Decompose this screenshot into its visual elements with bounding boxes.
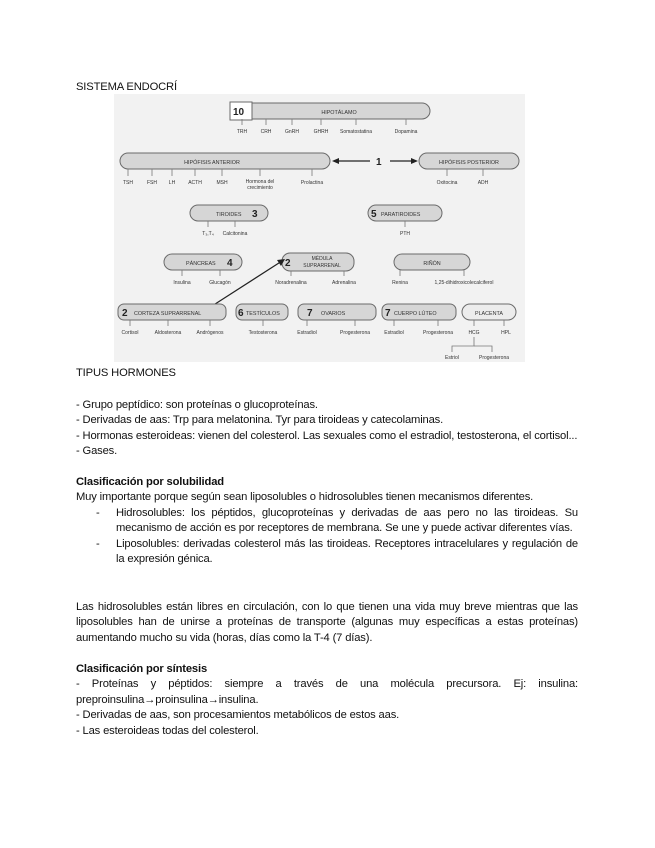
cuerpo-luteo-label: CUERPO LÚTEO — [394, 311, 437, 317]
hipotalamo-item: Dopamina — [394, 129, 418, 135]
medula-num: 2 — [285, 258, 291, 269]
hipotalamo-item: TRH — [236, 129, 248, 135]
ovarios-label: OVARIOS — [321, 311, 346, 317]
sintesis-line: - Las esteroideas todas del colesterol. — [76, 724, 259, 737]
pancreas-num: 4 — [227, 258, 233, 269]
hipofisis-anterior-item: Prolactina — [300, 180, 324, 186]
corteza-num: 2 — [122, 308, 128, 319]
medula-label2: SUPRARRENAL — [303, 263, 341, 269]
hipotalamo-item: GHRH — [313, 129, 329, 135]
placenta-item: HPL — [501, 330, 511, 336]
endocrine-diagram-svg — [114, 94, 525, 362]
pancreas-item: Glucagón — [209, 280, 231, 286]
ovarios-item: Estradiol — [297, 330, 317, 336]
paratiroides-item: PTH — [400, 231, 410, 237]
tipus-line: - Hormonas esteroideas: vienen del colesterol. Las sexuales como el estradiol, testosterona, el cortisol... — [76, 429, 578, 442]
testiculos-item: Testosterona — [248, 330, 278, 336]
solubilidad-heading: Clasificación por solubilidad — [76, 476, 224, 488]
medula-box — [275, 253, 356, 286]
tiroides-label: TIROIDES — [216, 212, 242, 218]
testiculos-num: 6 — [238, 308, 244, 319]
tiroides-box — [190, 205, 268, 237]
hipofisis-link — [332, 157, 418, 168]
pancreas-item: Insulina — [173, 280, 191, 286]
solubilidad-list — [76, 506, 578, 568]
tipus-list — [76, 398, 578, 460]
rinon-box — [392, 254, 493, 286]
hipofisis-anterior-item: FSH — [147, 180, 157, 186]
hipotalamo-label: HIPOTÁLAMO — [321, 110, 357, 116]
ovarios-box — [297, 304, 376, 336]
solubilidad-paragraph: Las hidrosolubles están libres en circulación, con lo que tienen una vida muy breve mientras que las liposolubles han de unirse a proteínas de transporte (algunas muy específicas a estas proteínas) aumentando mucho su vida (horas, días como la T-4 (7 días). — [76, 601, 578, 644]
tiroides-item: T₃,T₄ — [202, 231, 214, 237]
tipus-line: - Derivadas de aas: Trp para melatonina. Tyr para tiroideas y catecolaminas. — [76, 414, 444, 427]
paratiroides-label: PARATIROIDES — [381, 212, 421, 218]
solubilidad-intro: Muy importante porque según sean liposolubles o hidrosolubles tienen mecanismos diferentes. — [76, 491, 534, 504]
hipofisis-anterior-label: HIPÓFISIS ANTERIOR — [184, 160, 240, 166]
corteza-item: Andrógenos — [196, 330, 224, 336]
medula-item: Noradrenalina — [275, 280, 307, 286]
hipotalamo-item: Somatostatina — [340, 129, 372, 135]
cuerpo-luteo-item: Progesterona — [422, 330, 454, 336]
sintesis-section — [76, 662, 578, 739]
placenta-item: HCG — [468, 330, 480, 336]
pancreas-box — [164, 254, 242, 286]
tiroides-item: Calcitonina — [222, 231, 248, 237]
ovarios-num: 7 — [307, 308, 313, 319]
list-dash: - — [96, 537, 100, 550]
hipofisis-posterior-label: HIPÓFISIS POSTERIOR — [439, 160, 499, 166]
hipofisis-anterior-item: TSH — [123, 180, 133, 186]
sintesis-heading: Clasificación por síntesis — [76, 663, 208, 675]
list-item-text: Liposolubles: derivadas colesterol más las tiroideas. Receptores intracelulares y regulación de la expresión génica. — [116, 537, 578, 566]
endocrine-diagram — [114, 94, 525, 362]
list-dash: - — [96, 506, 100, 519]
hipofisis-anterior-item: MSH — [216, 180, 228, 186]
pancreas-label: PÁNCREAS — [186, 261, 216, 267]
sintesis-line: - Proteínas y péptidos: siempre a través de una molécula precursora. Ej: insulina: preproinsulina→proinsulina→insulina. — [76, 678, 578, 706]
placenta-label: PLACENTA — [474, 311, 504, 317]
solubilidad-section — [76, 475, 578, 567]
medula-label1: MÉDULA — [311, 256, 333, 262]
cuerpo-luteo-item: Estradiol — [384, 330, 404, 336]
placenta-item: Progesterona — [478, 355, 510, 361]
list-item-text: Hidrosolubles: los péptidos, glucoproteínas y derivadas de aas pero no las tiroideas. Su mecanismo de acción es por receptores de membrana. Se une y puede activar diferentes vías. — [116, 506, 578, 535]
hipofisis-anterior-box — [120, 153, 330, 191]
page-title: SISTEMA ENDOCRÍ — [76, 81, 177, 93]
testiculos-box — [236, 304, 288, 336]
ovarios-item: Progesterona — [339, 330, 371, 336]
hipotalamo-item: GnRH — [285, 129, 299, 135]
list-item — [76, 506, 578, 537]
hipofisis-posterior-item: Oxitocina — [436, 180, 458, 186]
placenta-item: Estriol — [445, 355, 459, 361]
corteza-box — [118, 304, 226, 336]
paratiroides-num: 5 — [371, 209, 377, 220]
cuerpo-luteo-box — [382, 304, 456, 336]
hipofisis-posterior-box — [419, 153, 519, 186]
testiculos-label: TESTÍCULOS — [246, 311, 280, 317]
hipofisis-anterior-item: crecimiento — [247, 185, 273, 191]
corteza-label: CORTEZA SUPRARRENAL — [134, 311, 202, 317]
medula-item: Adrenalina — [332, 280, 356, 286]
rinon-item: 1,25-dihidroxicolecalciferol — [434, 280, 494, 286]
hipotalamo-box — [230, 102, 430, 135]
link-num: 1 — [376, 157, 382, 168]
hipofisis-anterior-item: ACTH — [188, 180, 202, 186]
hipotalamo-item: CRH — [260, 129, 272, 135]
corteza-item: Cortisol — [121, 330, 139, 336]
tipus-line: - Gases. — [76, 445, 118, 458]
rinon-label: RIÑÓN — [423, 261, 441, 267]
paratiroides-box — [368, 205, 442, 237]
rinon-item: Renina — [392, 280, 408, 286]
cuerpo-luteo-num: 7 — [385, 308, 391, 319]
hipofisis-anterior-item: LH — [168, 180, 176, 186]
tipus-heading: TIPUS HORMONES — [76, 367, 176, 379]
hipotalamo-num: 10 — [233, 107, 245, 118]
sintesis-line: - Derivadas de aas, son procesamientos metabólicos de estos aas. — [76, 709, 400, 722]
list-item — [76, 537, 578, 568]
hipofisis-posterior-item: ADH — [477, 180, 489, 186]
corteza-item: Aldosterona — [154, 330, 182, 336]
tipus-line: - Grupo peptídico: son proteínas o glucoproteínas. — [76, 399, 318, 411]
hipofisis-anterior-item: Hormona del — [245, 179, 275, 185]
tiroides-num: 3 — [252, 209, 258, 220]
